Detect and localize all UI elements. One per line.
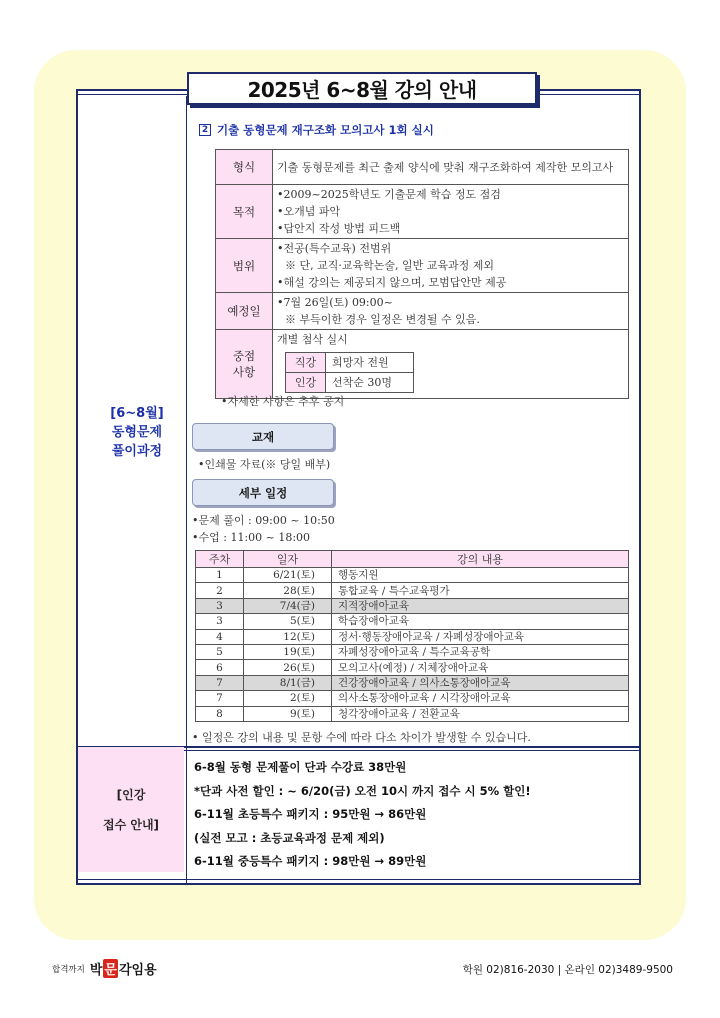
course-label-line-2: 동형문제 xyxy=(111,425,163,440)
purpose-line: •오개념 파악 xyxy=(277,205,341,218)
registration-line: 6-11월 중등특수 패키지 : 98만원 → 89만원 xyxy=(194,854,427,868)
schedule-header-row xyxy=(196,551,629,568)
schedule-row xyxy=(196,614,629,629)
brand-char: 임용 xyxy=(131,963,157,978)
scope-line: ※ 단, 교직·교육학논술, 일반 교육과정 제외 xyxy=(285,259,494,272)
section-heading-text: 기출 동형문제 재구조화 모의고사 1회 실시 xyxy=(217,123,434,137)
info-value-date xyxy=(273,293,629,330)
row-date: 19(토) xyxy=(244,644,332,659)
row-content: 정서·행동장애아교육 / 자폐성장애아교육 xyxy=(332,629,629,644)
scope-line: •전공(특수교육) 전범위 xyxy=(277,242,392,255)
row-date: 28(토) xyxy=(244,583,332,598)
info-row-date xyxy=(216,293,629,330)
row-week: 4 xyxy=(196,629,244,644)
schedule-row xyxy=(196,644,629,659)
row-date: 12(토) xyxy=(244,629,332,644)
points-intro: 개별 첨삭 실시 xyxy=(277,333,348,346)
course-label xyxy=(98,404,176,461)
registration-label-line: [인강 xyxy=(116,787,146,802)
row-week: 3 xyxy=(196,598,244,613)
textbook-line: •인쇄물 자료(※ 당일 배부) xyxy=(198,458,331,471)
date-line: •7월 26일(토) 09:00~ xyxy=(277,296,393,309)
schedule-row xyxy=(196,660,629,675)
feedback-key: 직강 xyxy=(286,353,326,373)
registration-line: (실전 모고 : 초등교육과정 문제 제외) xyxy=(194,830,385,845)
feedback-table xyxy=(285,352,414,393)
row-date: 2(토) xyxy=(244,691,332,706)
page-title: 2025년 6~8월 강의 안내 xyxy=(187,72,537,105)
row-content: 청각장애아교육 / 전환교육 xyxy=(332,706,629,721)
row-date: 9(토) xyxy=(244,706,332,721)
schedule-time-line: •수업 : 11:00 ~ 18:00 xyxy=(192,531,311,544)
schedule-pill: 세부 일정 xyxy=(192,479,334,506)
col-week: 주차 xyxy=(196,551,244,568)
purpose-line: •2009~2025학년도 기출문제 학습 정도 점검 xyxy=(277,188,501,201)
brand-logo xyxy=(90,959,157,978)
schedule-row xyxy=(196,568,629,583)
registration-label xyxy=(78,747,184,872)
info-value-scope xyxy=(273,239,629,293)
schedule-row xyxy=(196,706,629,721)
schedule-row xyxy=(196,691,629,706)
row-content: 지적장애아교육 xyxy=(332,598,629,613)
info-row-scope xyxy=(216,239,629,293)
schedule-row xyxy=(196,598,629,613)
row-week: 2 xyxy=(196,583,244,598)
info-value-purpose xyxy=(273,185,629,239)
row-content: 의사소통장애아교육 / 시각장애아교육 xyxy=(332,691,629,706)
section-number: 2 xyxy=(199,124,211,136)
date-line: ※ 부득이한 경우 일정은 변경될 수 있음. xyxy=(285,313,480,326)
course-label-line-1: [6~8월] xyxy=(110,406,164,421)
row-week: 1 xyxy=(196,568,244,583)
info-key-scope: 범위 xyxy=(216,239,273,293)
col-content: 강의 내용 xyxy=(332,551,629,568)
row-week: 7 xyxy=(196,675,244,690)
row-content: 행동지원 xyxy=(332,568,629,583)
row-week: 3 xyxy=(196,614,244,629)
brand-char: 각 xyxy=(118,963,132,978)
info-key-date: 예정일 xyxy=(216,293,273,330)
feedback-key: 인강 xyxy=(286,373,326,393)
schedule-footnote: • 일정은 강의 내용 및 문항 수에 따라 다소 차이가 발생할 수 있습니다. xyxy=(192,731,531,744)
row-date: 5(토) xyxy=(244,614,332,629)
brand-char: 박 xyxy=(89,963,103,978)
footer-tagline: 합격까지 xyxy=(52,964,85,975)
feedback-value: 희망자 전원 xyxy=(326,353,414,373)
schedule-row xyxy=(196,583,629,598)
feedback-row xyxy=(286,373,414,393)
registration-line: 6-8월 동형 문제풀이 단과 수강료 38만원 xyxy=(194,760,407,774)
points-key-line: 중점 xyxy=(232,349,256,363)
feedback-value: 선착순 30명 xyxy=(326,373,414,393)
course-label-line-3: 풀이과정 xyxy=(111,444,163,459)
feedback-row xyxy=(286,353,414,373)
purpose-line: •답안지 작성 방법 피드백 xyxy=(277,222,401,235)
info-key-purpose: 목적 xyxy=(216,185,273,239)
info-value-format: 기출 동형문제를 최근 출제 양식에 맞춰 재구조화하여 제작한 모의고사 xyxy=(273,150,629,185)
points-key-line: 사항 xyxy=(232,365,256,379)
info-key-format: 형식 xyxy=(216,150,273,185)
frame-bottom-rule xyxy=(78,879,639,880)
col-date: 일자 xyxy=(244,551,332,568)
registration-info xyxy=(194,756,531,874)
info-row-format xyxy=(216,150,629,185)
row-date: 7/4(금) xyxy=(244,598,332,613)
registration-line: 6-11월 초등특수 패키지 : 95만원 → 86만원 xyxy=(194,807,427,821)
schedule-row xyxy=(196,629,629,644)
row-date: 8/1(금) xyxy=(244,675,332,690)
info-key-points xyxy=(216,330,273,399)
info-row-points xyxy=(216,330,629,399)
row-content: 건강장애아교육 / 의사소통장애아교육 xyxy=(332,675,629,690)
exam-info-table xyxy=(215,149,629,399)
row-content: 학습장애아교육 xyxy=(332,614,629,629)
footer-contact: 학원 02)816-2030 | 온라인 02)3489-9500 xyxy=(462,964,673,976)
row-content: 통합교육 / 특수교육평가 xyxy=(332,583,629,598)
row-content: 모의고사(예정) / 지체장애아교육 xyxy=(332,660,629,675)
schedule-row xyxy=(196,675,629,690)
footer-brand xyxy=(52,959,157,978)
registration-line: *단과 사전 할인 : ~ 6/20(금) 오전 10시 까지 접수 시 5% 할인! xyxy=(194,783,531,798)
row-week: 5 xyxy=(196,644,244,659)
row-content: 자폐성장애아교육 / 특수교육공학 xyxy=(332,644,629,659)
registration-label-line: 접수 안내] xyxy=(102,817,160,832)
scope-line: •해설 강의는 제공되지 않으며, 모범답안만 제공 xyxy=(277,276,507,289)
row-date: 6/21(토) xyxy=(244,568,332,583)
row-week: 7 xyxy=(196,691,244,706)
detail-notice: •자세한 사항은 추후 공지 xyxy=(221,395,345,408)
schedule-table xyxy=(195,550,629,722)
brand-char-highlight: 문 xyxy=(103,959,118,978)
section-heading xyxy=(199,122,434,138)
textbook-pill: 교재 xyxy=(192,423,334,450)
row-week: 6 xyxy=(196,660,244,675)
row-date: 26(토) xyxy=(244,660,332,675)
schedule-time-line: •문제 풀이 : 09:00 ~ 10:50 xyxy=(192,514,335,527)
info-value-points xyxy=(273,330,629,399)
row-week: 8 xyxy=(196,706,244,721)
info-row-purpose xyxy=(216,185,629,239)
frame-column-divider xyxy=(186,96,187,883)
